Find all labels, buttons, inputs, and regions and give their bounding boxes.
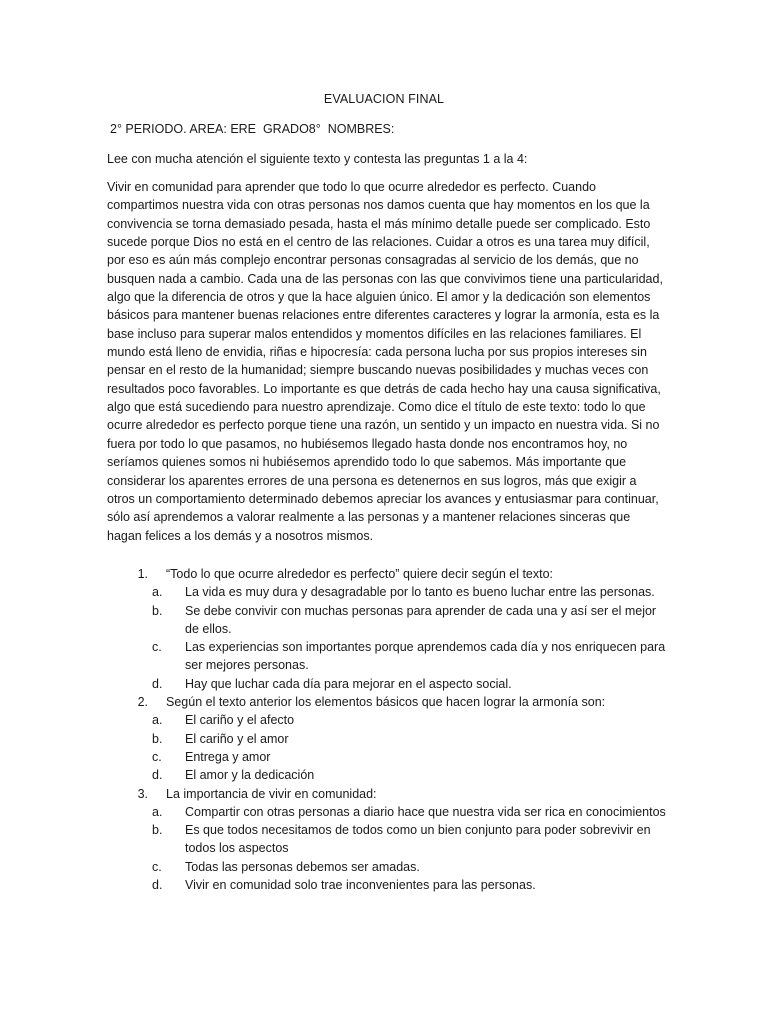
document-header: 2° PERIODO. AREA: ERE GRADO8° NOMBRES: [110,122,395,136]
option-text: Entrega y amor [185,749,271,764]
option-letter: d. [152,676,163,691]
question [107,785,667,895]
option-text: Las experiencias son importantes porque aprendemos cada día y nos enriquecen para ser mejores personas. [185,640,666,673]
document-title: EVALUACION FINAL [323,92,445,106]
option-text: El amor y la dedicación [185,768,315,783]
option-letter: c. [152,749,162,764]
answer-option [107,876,667,894]
answer-option [107,821,667,858]
answer-option [107,602,667,639]
answer-option [107,583,667,601]
question [107,565,667,693]
answer-option [107,730,667,748]
question-list [107,565,667,894]
answer-option [107,675,667,693]
option-letter: a. [152,713,163,728]
option-text: Hay que luchar cada día para mejorar en el aspecto social. [185,676,512,691]
reading-passage: Vivir en comunidad para aprender que todo lo que ocurre alrededor es perfecto. Cuando compartimos nuestra vida con otras personas nos damos cuenta que hay momentos en los que la convivencia se torna demasiado pesada, hasta el más mínimo detalle puede ser complicado. Esto sucede porque Dios no está en el centro de las relaciones. Cuidar a otros es una tarea muy difícil, por eso es aún más complejo encontrar personas consagradas al servicio de los demás, que no busquen nada a cambio. Cada una de las personas con las que convivimos tiene una particularidad, algo que la diferencia de otros y que la hace alguien único. El amor y la dedicación son elementos básicos para mantener buenas relaciones entre diferentes caracteres y lograr la armonía, esta es la base incluso para superar malos entendidos y momentos difíciles en las relaciones familiares. El mundo está lleno de envidia, riñas e hipocresía: cada persona lucha por sus propios intereses sin pensar en el resto de la humanidad; siempre buscando nuevas posibilidades y muchas veces con resultados poco favorables. Lo importante es que detrás de cada hecho hay una causa significativa, algo que está sucediendo para nuestro aprendizaje. Como dice el título de este texto: todo lo que ocurre alrededor es perfecto porque tiene una razón, un sentido y un impacto en nuestra vida. Si no fuera por todo lo que pasamos, no hubiésemos llegado hasta donde nos encontramos hoy, no seríamos quienes somos ni hubiésemos aprendido todo lo que sabemos. Más importante que considerar los aparentes errores de una persona es detenernos en sus logros, más que exigir a otros un comportamiento determinado debemos apreciar los avances y entusiasmar para continuar, sólo así aprendemos a valorar realmente a las personas y a mantener relaciones sinceras que hagan felices a los demás y a nosotros mismos. [107,180,663,543]
answer-option [107,711,667,729]
answer-option [107,766,667,784]
question-number: 1. [137,567,148,581]
question-text: Según el texto anterior los elementos básicos que hacen lograr la armonía son: [166,695,606,710]
question-number: 2. [137,695,148,710]
option-letter: b. [152,603,163,618]
option-text: Se debe convivir con muchas personas para aprender de cada una y así ser el mejor de ellos. [185,603,657,636]
answer-option [107,748,667,766]
instructions: Lee con mucha atención el siguiente texto y contesta las preguntas 1 a la 4: [107,152,528,166]
option-letter: b. [152,823,163,838]
option-text: El cariño y el afecto [185,713,295,728]
question-stem [107,565,667,583]
option-letter: c. [152,640,162,655]
option-letter: c. [152,859,162,874]
option-letter: d. [152,878,163,893]
option-text: Vivir en comunidad solo trae inconvenientes para las personas. [185,878,536,893]
option-letter: a. [152,585,163,600]
option-text: Todas las personas debemos ser amadas. [185,859,420,874]
option-text: El cariño y el amor [185,731,289,746]
answer-option [107,638,667,675]
question-number: 3. [137,786,148,801]
answer-option [107,803,667,821]
option-text: La vida es muy dura y desagradable por lo tanto es bueno luchar entre las personas. [185,585,655,600]
question-stem [107,785,667,803]
option-letter: d. [152,768,163,783]
option-letter: b. [152,731,163,746]
question-text: La importancia de vivir en comunidad: [166,786,377,801]
answer-option [107,858,667,876]
option-text: Es que todos necesitamos de todos como un bien conjunto para poder sobrevivir en todos los aspectos [185,823,651,856]
option-text: Compartir con otras personas a diario hace que nuestra vida ser rica en conocimientos [185,804,666,819]
question-text: “Todo lo que ocurre alrededor es perfecto” quiere decir según el texto: [166,567,554,581]
option-letter: a. [152,804,163,819]
question-stem [107,693,667,711]
question [107,693,667,784]
